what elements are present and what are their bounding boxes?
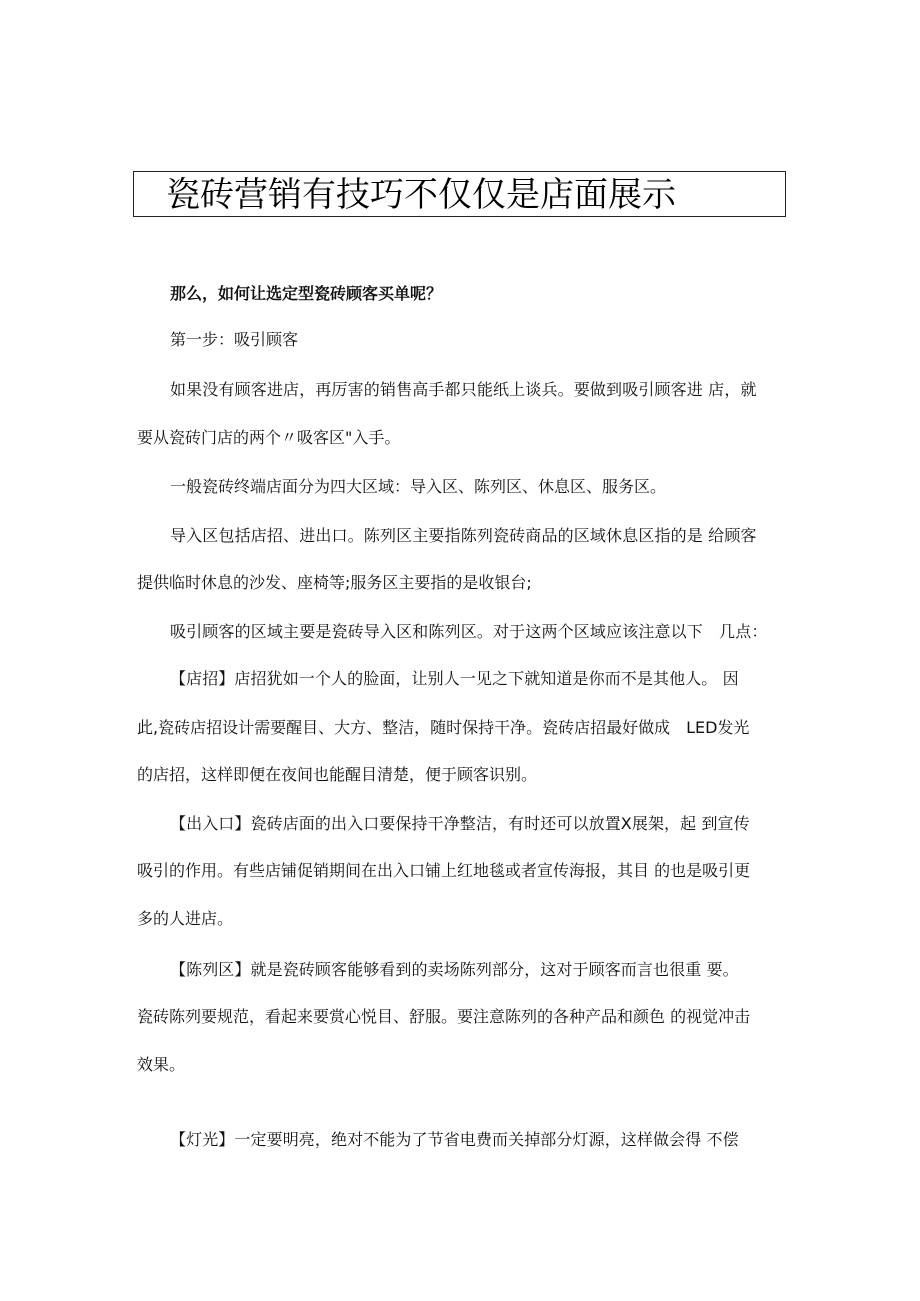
paragraph-line: 多的人进店。 <box>137 909 234 928</box>
paragraph-line: 吸引的作用。有些店铺促销期间在出入口铺上红地毯或者宣传海报，其目 的也是吸引更 <box>137 861 751 880</box>
document-title: 瓷砖营销有技巧不仅仅是店面展示 <box>166 175 676 215</box>
title-box <box>133 171 786 217</box>
paragraph-line: 【灯光】一定要明亮，绝对不能为了节省电费而关掉部分灯源，这样做会得 不偿 <box>170 1130 739 1149</box>
step-heading: 第一步：吸引顾客 <box>170 330 299 349</box>
paragraph-line: 提供临时休息的沙发、座椅等;服务区主要指的是收银台; <box>137 573 532 592</box>
paragraph-line: 瓷砖陈列要规范，看起来要赏心悦目、舒服。要注意陈列的各种产品和颜色 的视觉冲击 <box>137 1007 751 1026</box>
paragraph-line: 的店招，这样即便在夜间也能醒目清楚，便于顾客识别。 <box>137 765 538 784</box>
paragraph-line: 此,瓷砖店招设计需要醒目、大方、整洁，随时保持干净。瓷砖店招最好做成 LED发光 <box>137 718 750 737</box>
paragraph-line: 【陈列区】就是瓷砖顾客能够看到的卖场陈列部分，这对于顾客而言也很重 要。 <box>170 960 739 979</box>
paragraph-line: 效果。 <box>137 1055 186 1074</box>
paragraph-line: 要从瓷砖门店的两个〃吸客区"入手。 <box>137 428 401 447</box>
paragraph-line: 如果没有顾客进店，再厉害的销售高手都只能纸上谈兵。要做到吸引顾客进 店，就 <box>170 380 757 399</box>
paragraph-line: 【出入口】瓷砖店面的出入口要保持干净整洁，有时还可以放置X展架，起 到宣传 <box>170 814 750 833</box>
paragraph-line: 吸引顾客的区域主要是瓷砖导入区和陈列区。对于这两个区域应该注意以下 几点： <box>170 622 768 641</box>
paragraph-line: 一般瓷砖终端店面分为四大区域：导入区、陈列区、休息区、服务区。 <box>170 477 667 496</box>
paragraph-line: 导入区包括店招、进出口。陈列区主要指陈列瓷砖商品的区域休息区指的是 给顾客 <box>170 526 757 545</box>
paragraph-line: 【店招】店招犹如一个人的脸面，让别人一见之下就知道是你而不是其他人。 因 <box>170 669 739 688</box>
question-heading: 那么，如何让选定型瓷砖顾客买单呢？ <box>170 284 443 303</box>
